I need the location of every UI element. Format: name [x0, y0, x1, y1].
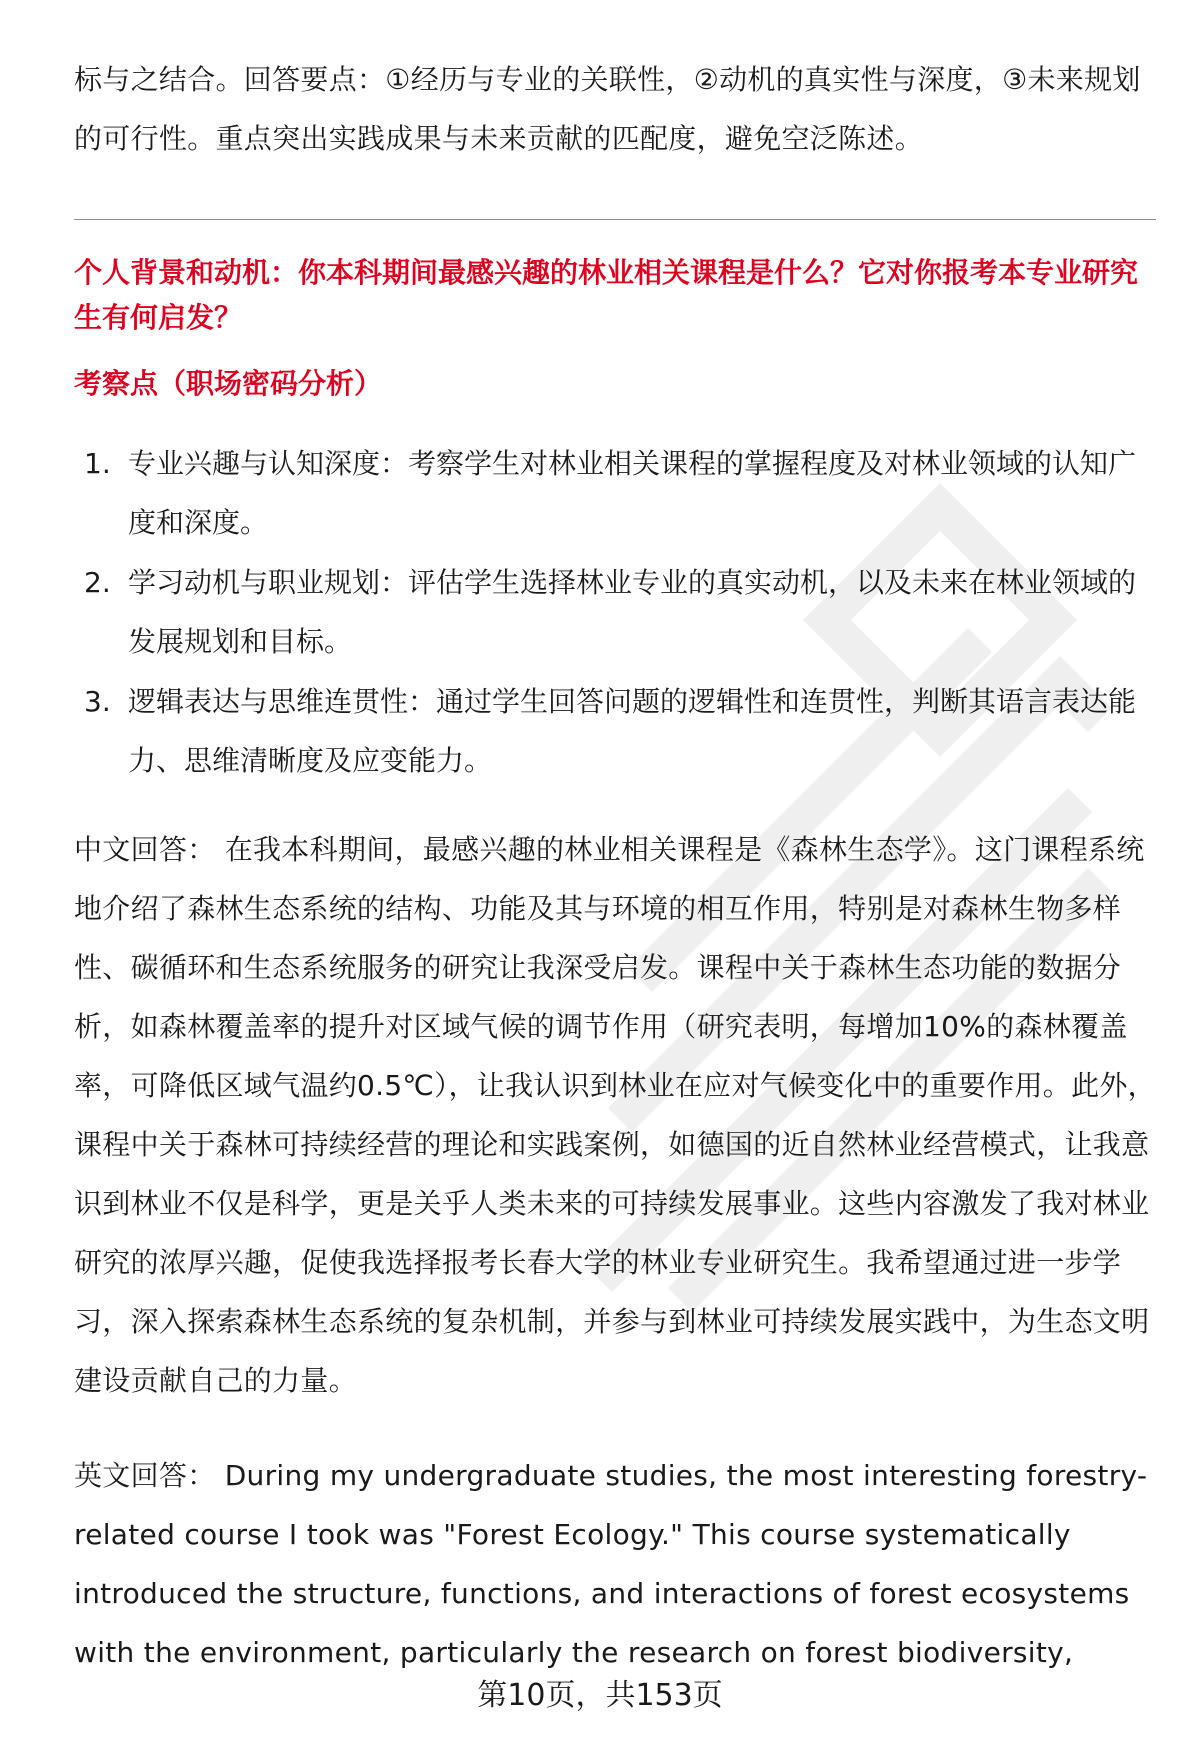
exam-points-heading: 考察点（职场密码分析） — [74, 367, 383, 400]
exam-point-number: 1. — [84, 447, 111, 480]
exam-point-item — [74, 434, 1154, 552]
english-answer-line: introduced the structure, functions, and interactions of forest ecosystems — [74, 1577, 1130, 1610]
exam-point-number: 3. — [84, 685, 111, 718]
section-divider — [74, 219, 1156, 220]
english-answer-line: related course I took was "Forest Ecology." This course systematically — [74, 1518, 1071, 1551]
intro-text: 标与之结合。回答要点：①经历与专业的关联性，②动机的真实性与深度，③未来规划的可行性。重点突出实践成果与未来贡献的匹配度，避免空泛陈述。 — [74, 63, 1141, 155]
chinese-answer-block — [74, 820, 1159, 1410]
question-title: 个人背景和动机：你本科期间最感兴趣的林业相关课程是什么？它对你报考本专业研究生有何启发？ — [74, 256, 1139, 334]
exam-point-text: 逻辑表达与思维连贯性：通过学生回答问题的逻辑性和连贯性，判断其语言表达能力、思维清晰度及应变能力。 — [128, 685, 1137, 777]
exam-points-heading-block — [74, 361, 382, 406]
exam-points-list — [74, 434, 1154, 791]
exam-point-text: 学习动机与职业规划：评估学生选择林业专业的真实动机，以及未来在林业领域的发展规划和目标。 — [128, 566, 1137, 658]
exam-point-item — [74, 553, 1154, 671]
chinese-answer-text: 中文回答： 在我本科期间，最感兴趣的林业相关课程是《森林生态学》。这门课程系统地介绍了森林生态系统的结构、功能及其与环境的相互作用，特别是对森林生物多样性、碳循环和生态系统服务的研究让我深受启发。课程中关于森林生态功能的数据分析，如森林覆盖率的提升对区域气候的调节作用（研究表明，每增加10%的森林覆盖率，可降低区域气温约0.5℃），让我认识到林业在应对气候变化中的重要作用。此外，课程中关于森林可持续经营的理论和实践案例，如德国的近自然林业经营模式，让我意识到林业不仅是科学，更是关乎人类未来的可持续发展事业。这些内容激发了我对林业研究的浓厚兴趣，促使我选择报考长春大学的林业专业研究生。我希望通过进一步学习，深入探索森林生态系统的复杂机制，并参与到林业可持续发展实践中，为生态文明建设贡献自己的力量。 — [74, 833, 1156, 1397]
exam-point-item — [74, 672, 1154, 790]
exam-point-text: 专业兴趣与认知深度：考察学生对林业相关课程的掌握程度及对林业领域的认知广度和深度。 — [128, 447, 1137, 539]
english-answer-line: with the environment, particularly the research on forest biodiversity, — [74, 1636, 1074, 1669]
english-answer-block — [74, 1446, 1154, 1682]
intro-paragraph — [74, 50, 1154, 168]
english-answer-line: 英文回答： During my undergraduate studies, the most interesting forestry- — [74, 1459, 1148, 1492]
question-block — [74, 250, 1154, 340]
page-footer: 第10页，共153页 — [477, 1678, 723, 1713]
exam-point-number: 2. — [84, 566, 111, 599]
